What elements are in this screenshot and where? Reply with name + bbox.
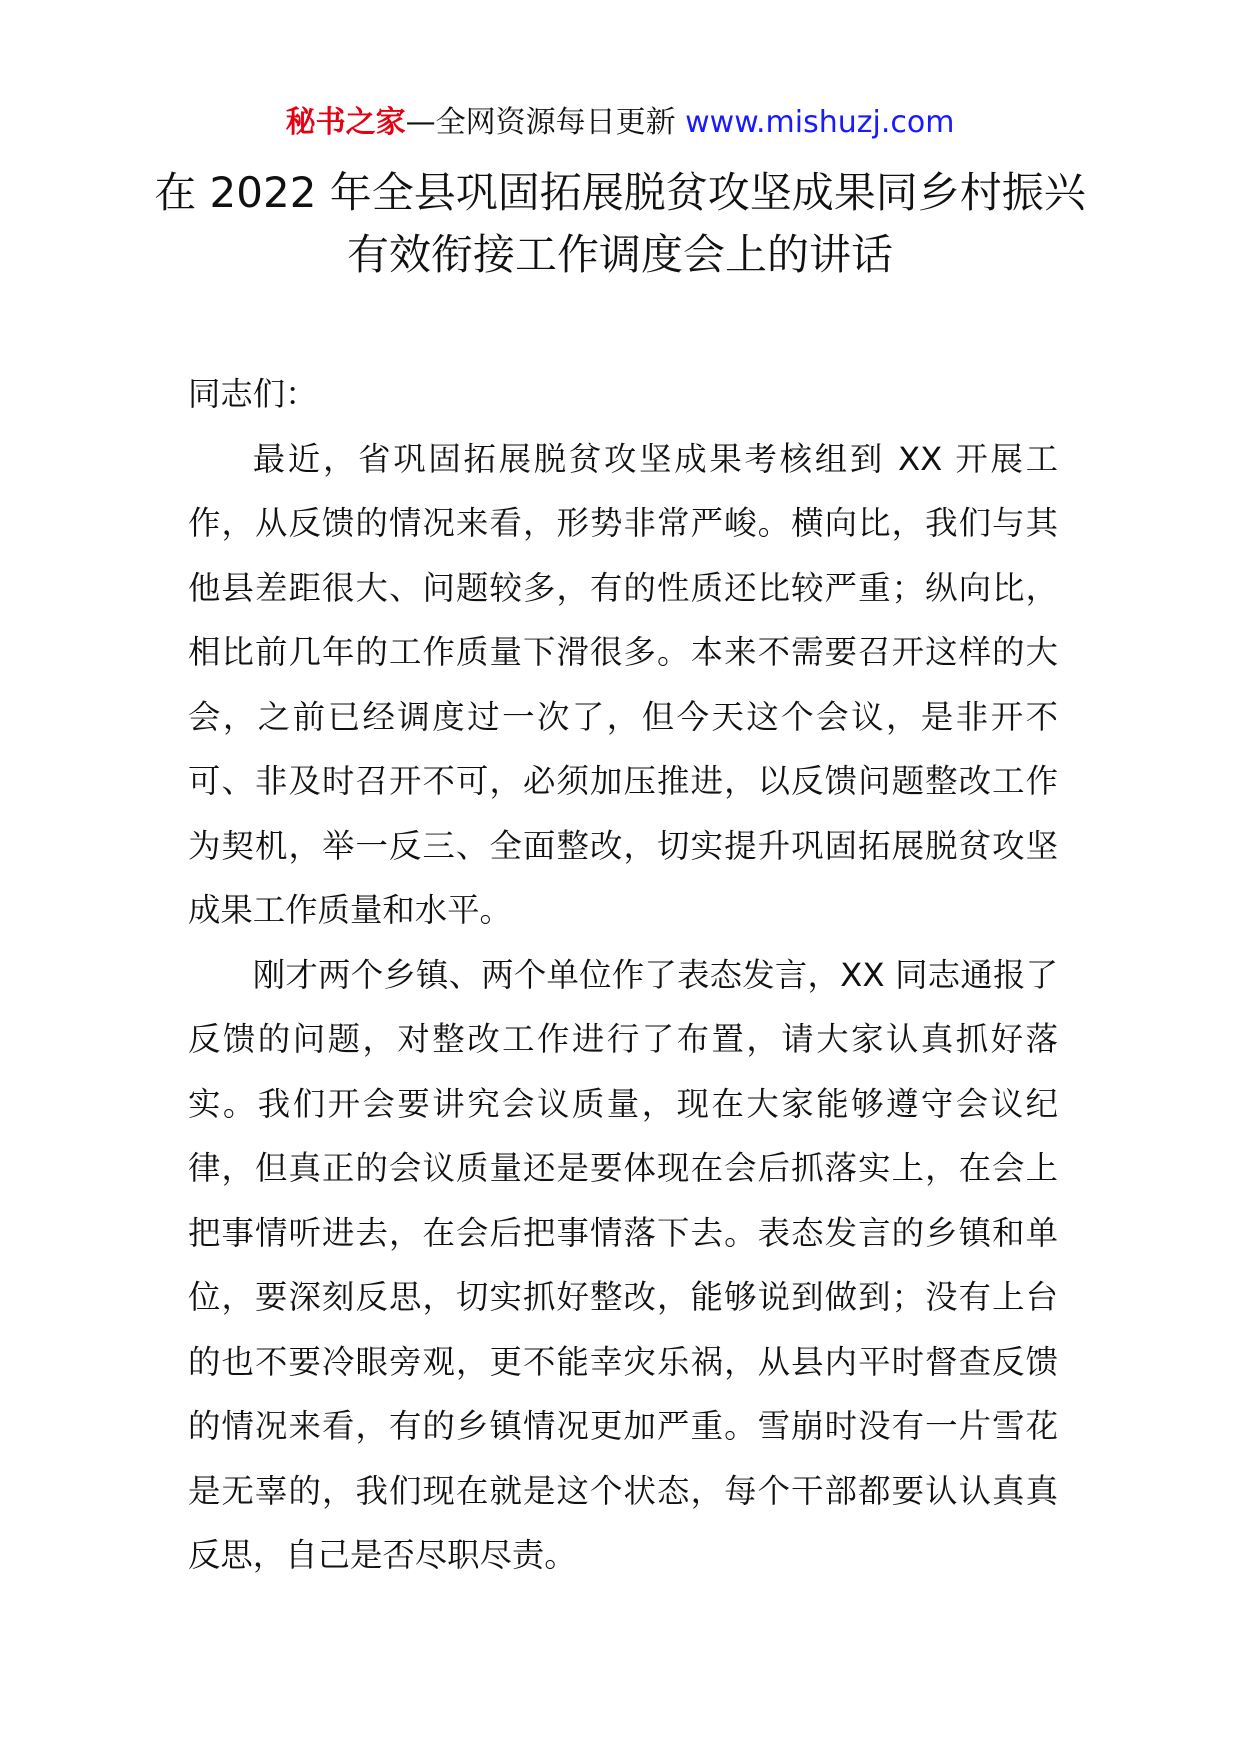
header-url-link[interactable]: www.mishuzj.com [685, 105, 955, 140]
brand-name: 秘书之家 [285, 105, 406, 140]
paragraph-2: 刚才两个乡镇、两个单位作了表态发言，XX 同志通报了反馈的问题，对整改工作进行了布置，请大家认真抓好落实。我们开会要讲究会议质量，现在大家能够遵守会议纪律，但真正的会议质量还是要体现在会后抓落实上，在会上把事情听进去，在会后把事情落下去。表态发言的乡镇和单位，要深刻反思，切实抓好整改，能够说到做到；没有上台的也不要冷眼旁观，更不能幸灾乐祸，从县内平时督查反馈的情况来看，有的乡镇情况更加严重。雪崩时没有一片雪花是无辜的，我们现在就是这个状态，每个干部都要认认真真反思，自己是否尽职尽责。 [188, 955, 1058, 1574]
header-tagline: —全网资源每日更新 [405, 105, 676, 140]
salutation: 同志们： [188, 375, 318, 413]
document-title: 在 2022 年全县巩固拓展脱贫攻坚成果同乡村振兴有效衔接工作调度会上的讲话 [154, 168, 1086, 279]
paragraph-1: 最近，省巩固拓展脱贫攻坚成果考核组到 XX 开展工作，从反馈的情况来看，形势非常严峻。横向比，我们与其他县差距很大、问题较多，有的性质还比较严重；纵向比，相比前几年的工作质量下滑很多。本来不需要召开这样的大会，之前已经调度过一次了，但今天这个会议，是非开不可、非及时召开不可，必须加压推进，以反馈问题整改工作为契机，举一反三、全面整改，切实提升巩固拓展脱贫攻坚成果工作质量和水平。 [188, 439, 1058, 929]
page-header [0, 100, 1240, 146]
document-body [188, 362, 1058, 1588]
